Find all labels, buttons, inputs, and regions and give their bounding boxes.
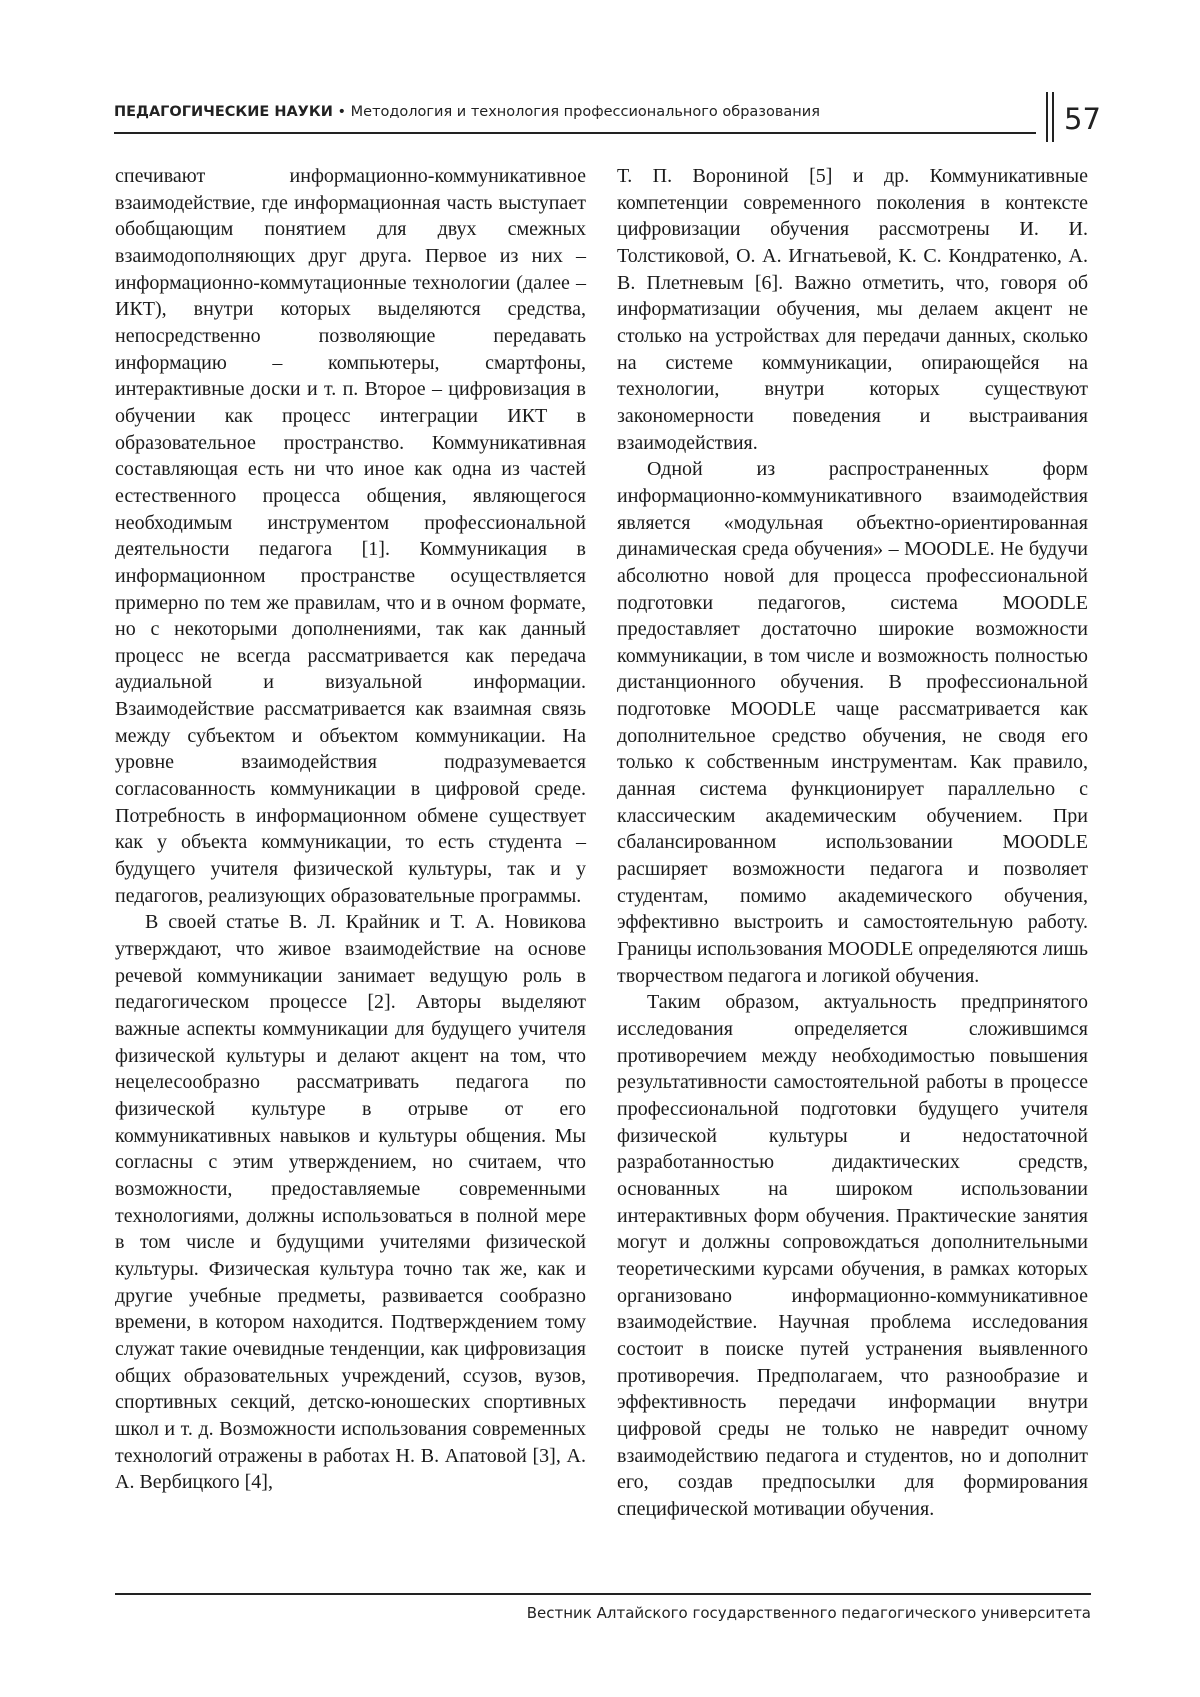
paragraph: В своей статье В. Л. Крайник и Т. А. Новикова утверждают, что живое взаимодействие на основе речевой коммуникации занимает ведущую роль в педагогическом процессе [2]. Авторы выделяют важные аспекты коммуникации для будущего учителя физической культуры и делают акцент на том, что нецелесообразно рассматривать педагога по физической культуре в отрыве от его коммуникативных навыков и культуры общения. Мы согласны с этим утверждением, но считаем, что возможности, предоставляемые современными технологиями, должны использоваться в полной мере в том числе и будущими учителями физической культуры. Физическая культура точно так же, как и другие учебные предметы, развивается сообразно времени, в котором находится. Подтверждением тому служат такие очевидные тенденции, как цифровизация общих образовательных учреждений, ссузов, вузов, спортивных секций, детско-юношеских спортивных школ и т. д. Возможности использования современных технологий отражены в работах Н. В. Апатовой [3], А. А. Вербицкого [4], bbox=[115, 911, 586, 1494]
paragraph: спечивают информационно-коммуникативное взаимодействие, где информационная часть выступает обобщающим понятием для двух смежных взаимодополняющих друг друга. Первое из них – информационно-коммутационные технологии (далее – ИКТ), внутри которых выделяются средства, непосредственно позволяющие передавать информацию – компьютеры, смартфоны, интерактивные доски и т. п. Второе – цифровизация в обучении как процесс интеграции ИКТ в образовательное пространство. Коммуникативная составляющая есть ни что иное как одна из частей естественного процесса общения, являющегося необходимым инструментом профессиональной деятельности педагога [1]. Коммуникация в информационном пространстве осуществляется примерно по тем же правилам, что и в очном формате, но с некоторыми дополнениями, так как данный процесс не всегда рассматривается как передача аудиальной и визуальной информации. Взаимодействие рассматривается как взаимная связь между субъектом и объектом коммуникации. На уровне взаимодействия подразумевается согласованность коммуникации в цифровой среде. Потребность в информационном обмене существует как у объекта коммуникации, то есть студента – будущего учителя физической культуры, так и у педагогов, реализующих образовательные программы. bbox=[115, 165, 586, 907]
running-head bbox=[114, 92, 1036, 134]
right-column bbox=[617, 163, 1088, 1522]
left-column bbox=[115, 163, 586, 1496]
paragraph: Таким образом, актуальность предпринятого исследования определяется сложившимся противоречием между необходимостью повышения результативности самостоятельной работы в процессе профессиональной подготовки будущего учителя физической культуры и недостаточной разработанностью дидактических средств, основанных на широком использовании интерактивных форм обучения. Практические занятия могут и должны сопровождаться дополнительными теоретическими курсами обучения, в рамках которых организовано информационно-коммуникативное взаимодействие. Научная проблема исследования состоит в поиске путей устранения выявленного противоречия. Предполагаем, что разнообразие и эффективность передачи информации внутри цифровой среды не только не навредит очному взаимодействию педагога и студентов, но и дополнит его, создав предпосылки для формирования специфической мотивации обучения. bbox=[617, 991, 1088, 1520]
header-divider bbox=[1046, 92, 1048, 142]
subsection-title: Методология и технология профессионального образования bbox=[350, 104, 820, 120]
header-separator: • bbox=[332, 104, 351, 120]
section-title: ПЕДАГОГИЧЕСКИЕ НАУКИ bbox=[114, 104, 333, 120]
footer-rule bbox=[115, 1593, 1091, 1595]
journal-title: Вестник Алтайского государственного педагогического университета bbox=[526, 1604, 1091, 1622]
paragraph: Одной из распространенных форм информационно-коммуникативного взаимодействия является «модульная объектно-ориентированная динамическая среда обучения» – MOODLE. Не будучи абсолютно новой для процесса профессиональной подготовки педагогов, система MOODLE предоставляет достаточно широкие возможности коммуникации, в том числе и возможность полностью дистанционного обучения. В профессиональной подготовке MOODLE чаще рассматривается как дополнительное средство обучения, не сводя его только к собственным инструментам. Как правило, данная система функционирует параллельно с классическим академическим обучением. При сбалансированном использовании MOODLE расширяет возможности педагога и позволяет студентам, помимо академического обучения, эффективно выстроить и самостоятельную работу. Границы использования MOODLE определяются лишь творчеством педагога и логикой обучения. bbox=[617, 458, 1088, 987]
page-number: 57 bbox=[1064, 102, 1101, 136]
paragraph: Т. П. Ворониной [5] и др. Коммуникативные компетенции современного поколения в контексте цифровизации обучения рассмотрены И. И. Толстиковой, О. А. Игнатьевой, К. С. Кондратенко, А. В. Плетневым [6]. Важно отметить, что, говоря об информатизации обучения, мы делаем акцент не столько на устройствах для передачи данных, сколько на системе коммуникации, опирающейся на технологии, внутри которых существуют закономерности поведения и выстраивания взаимодействия. bbox=[617, 165, 1088, 454]
header-divider bbox=[1052, 92, 1054, 142]
